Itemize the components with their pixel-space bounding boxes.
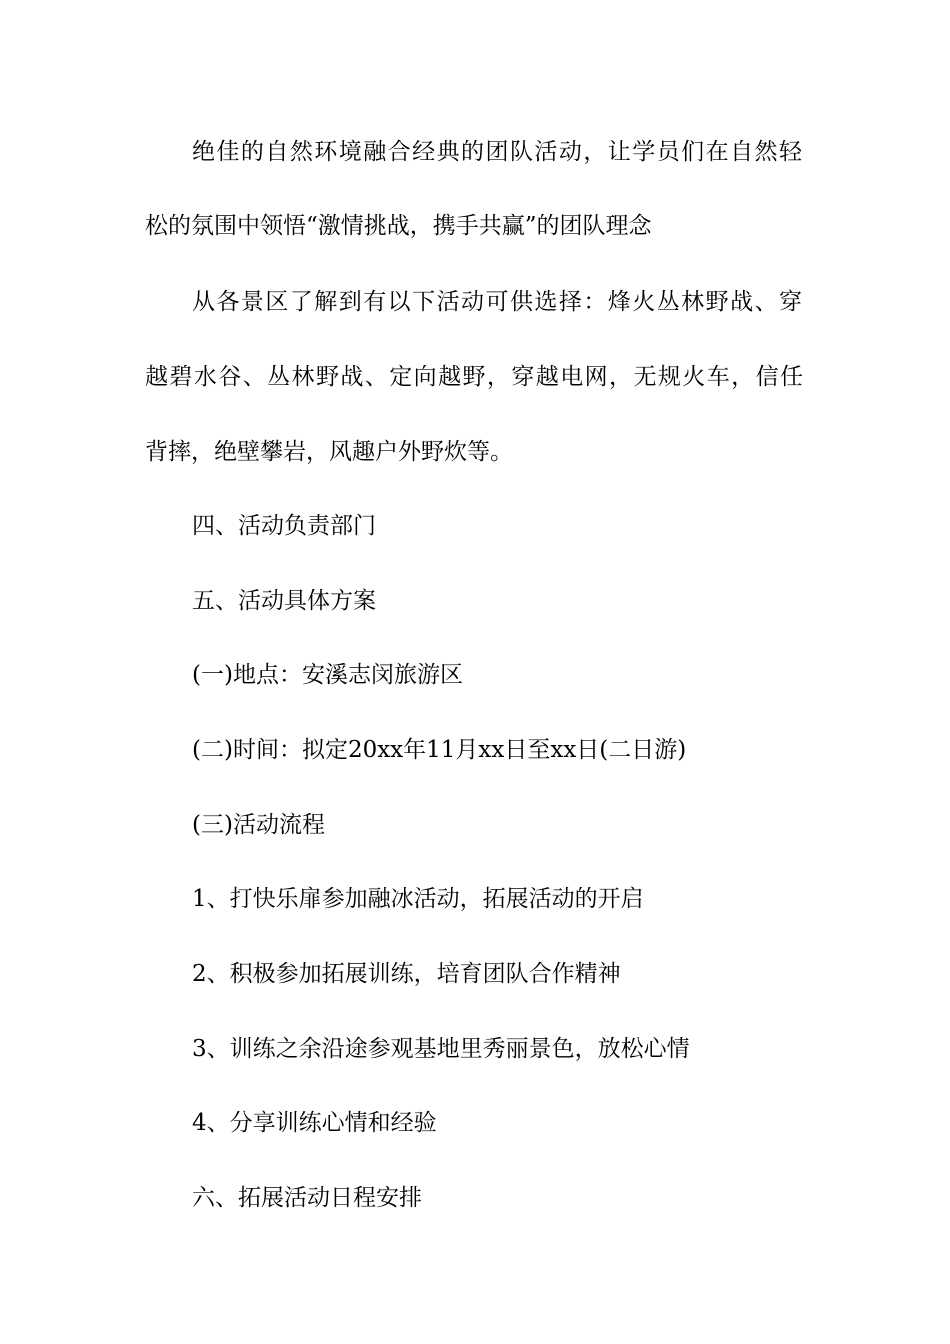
list-item: (三)活动流程 [192, 812, 325, 838]
list-item: (一)地点：安溪志闵旅游区 [192, 662, 463, 688]
paragraph-line: 背摔，绝壁攀岩，风趣户外野炊等。 [145, 439, 513, 465]
list-item: 4、分享训练心情和经验 [192, 1110, 437, 1136]
list-item: 3、训练之余沿途参观基地里秀丽景色，放松心情 [192, 1036, 690, 1062]
section-heading: 五、活动具体方案 [192, 588, 376, 614]
section-heading: 六、拓展活动日程安排 [192, 1185, 422, 1211]
paragraph-line: 越碧水谷、丛林野战、定向越野，穿越电网，无规火车，信任 [145, 364, 803, 390]
list-item: 2、积极参加拓展训练，培育团队合作精神 [192, 961, 621, 987]
paragraph-line: 绝佳的自然环境融合经典的团队活动，让学员们在自然轻 [192, 139, 802, 165]
list-item: (二)时间：拟定20xx年11月xx日至xx日(二日游) [192, 737, 687, 763]
list-item: 1、打快乐扉参加融冰活动，拓展活动的开启 [192, 886, 644, 912]
paragraph-line: 松的氛围中领悟“激情挑战，携手共赢”的团队理念 [145, 213, 652, 239]
paragraph-line: 从各景区了解到有以下活动可供选择：烽火丛林野战、穿 [192, 289, 802, 315]
section-heading: 四、活动负责部门 [192, 513, 376, 539]
